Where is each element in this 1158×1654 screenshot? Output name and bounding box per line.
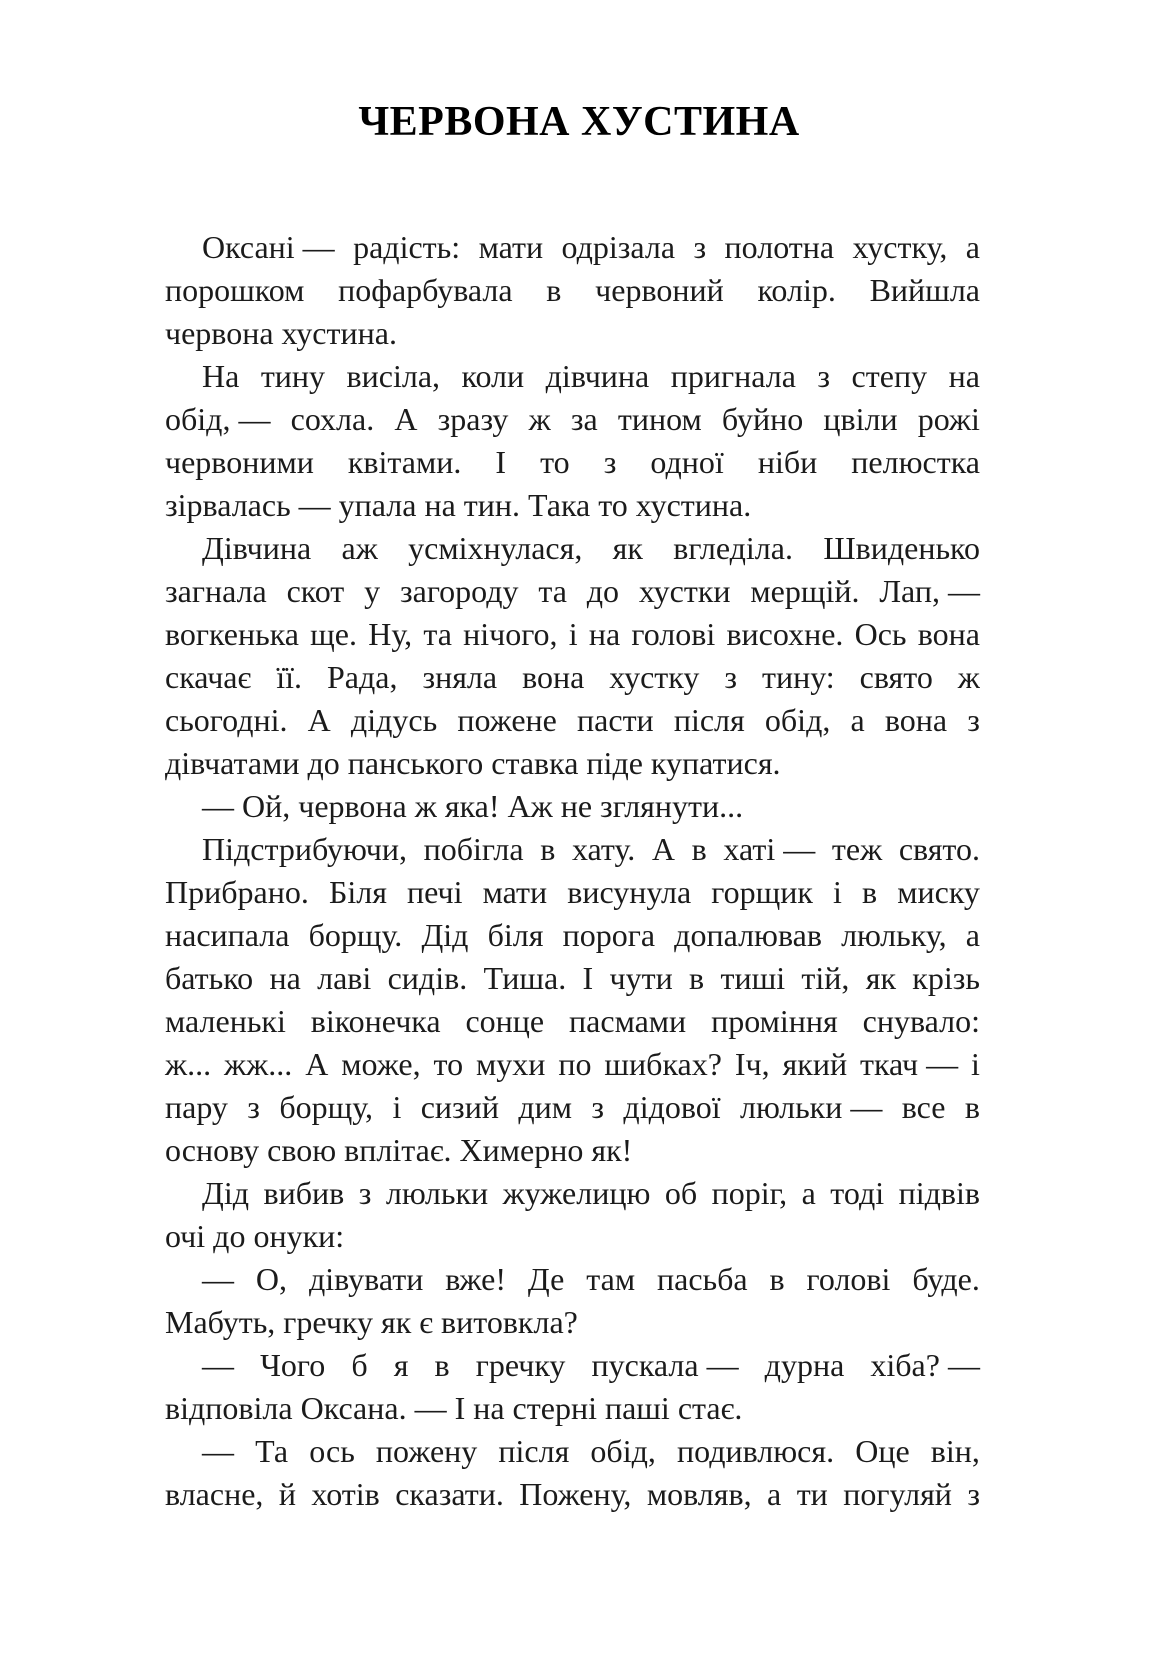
text-line [165, 914, 980, 957]
word: в [862, 874, 878, 910]
paragraph [165, 828, 980, 1172]
word: та [538, 573, 567, 609]
word: проміння [711, 1003, 838, 1039]
paragraph [165, 785, 980, 828]
word: в [434, 1347, 450, 1383]
word: гречку [475, 1347, 566, 1383]
text-line [165, 613, 980, 656]
text-line: дівчатами до панського ставка піде купатися. [165, 745, 781, 781]
text-line: зірвалась — упала на тин. Така то хустина. [165, 487, 752, 523]
word: в [546, 272, 562, 308]
word: вгледіла. [673, 530, 793, 566]
word: люльки [385, 1175, 489, 1211]
text-line [165, 828, 980, 871]
word: мати [478, 229, 544, 265]
word: я [393, 1347, 409, 1383]
word: і [392, 1089, 402, 1125]
word: пасти [577, 702, 654, 738]
word: з [967, 702, 980, 738]
word: Дівчина [202, 530, 312, 566]
word: радість: [353, 229, 461, 265]
word: люльки — [740, 1089, 883, 1125]
word: вона [884, 702, 948, 738]
word: її. [276, 659, 302, 695]
word: скот [286, 573, 345, 609]
word: І [582, 960, 594, 996]
word: І [495, 444, 507, 480]
text-line [165, 441, 980, 484]
word: в [964, 1089, 980, 1125]
word: Прибрано. [165, 874, 309, 910]
word: а [965, 229, 980, 265]
word: буде. [912, 1261, 980, 1297]
word: дідової [623, 1089, 721, 1125]
text-line [165, 1172, 980, 1215]
word: одрізала [561, 229, 676, 265]
word: висунула [567, 874, 692, 910]
word: сонце [465, 1003, 545, 1039]
word: голові [631, 616, 716, 652]
word: зразу [437, 401, 509, 437]
word: чути [609, 960, 673, 996]
word: обід, [764, 702, 831, 738]
word: ніби [757, 444, 818, 480]
word: з [591, 1089, 605, 1125]
word: Швиденько [823, 530, 980, 566]
text-line [165, 226, 980, 269]
text-line [165, 871, 980, 914]
word: як [612, 530, 643, 566]
text-line [165, 957, 980, 1000]
word: квітами. [347, 444, 462, 480]
word: пасьба [656, 1261, 748, 1297]
word: з [358, 1175, 372, 1211]
word: свято. [898, 831, 980, 867]
text-line [165, 1344, 980, 1387]
word: хустку [609, 659, 700, 695]
word: дідусь [350, 702, 438, 738]
story-body [165, 226, 980, 1516]
text-line: Мабуть, гречку як є витовкла? [165, 1304, 578, 1340]
word: борщу. [308, 917, 403, 953]
text-line: червона хустина. [165, 315, 397, 351]
word: тій, [801, 960, 850, 996]
word: шибках? [604, 1046, 722, 1082]
word: рожі [917, 401, 980, 437]
text-line: очі до онуки: [165, 1218, 345, 1254]
word: а [767, 1476, 782, 1512]
word: хотів [311, 1476, 380, 1512]
word: з [693, 229, 707, 265]
word: б [351, 1347, 368, 1383]
word: усміхнулася, [408, 530, 583, 566]
word: загнала [165, 573, 267, 609]
word: пару [165, 1089, 228, 1125]
text-line [165, 1043, 980, 1086]
paragraph [165, 226, 980, 355]
word: Рада, [326, 659, 398, 695]
word: — [202, 1433, 234, 1469]
word: сьогодні. [165, 702, 288, 738]
word: жужелицю [502, 1175, 651, 1211]
word: Дід [202, 1175, 249, 1211]
paragraph [165, 1172, 980, 1258]
word: Вийшла [869, 272, 980, 308]
word: у [364, 573, 381, 609]
word: може, [341, 1046, 421, 1082]
word: який [782, 1046, 848, 1082]
word: з [967, 1476, 980, 1512]
word: батько [165, 960, 254, 996]
word: з [247, 1089, 260, 1125]
word: миску [897, 874, 980, 910]
word: як [865, 960, 896, 996]
word: дурна [764, 1347, 845, 1383]
word: в [540, 831, 556, 867]
word: а [850, 702, 865, 738]
word: печі [407, 874, 463, 910]
word: Біля [328, 874, 387, 910]
word: зняла [422, 659, 498, 695]
page-title: ЧЕРВОНА ХУСТИНА [358, 99, 800, 145]
word: вже! [445, 1261, 506, 1297]
word: сидів. [387, 960, 468, 996]
word: пускала — [591, 1347, 739, 1383]
word: та [423, 616, 452, 652]
word: — [202, 1347, 234, 1383]
word: На [202, 358, 240, 394]
text-line: — Ой, червона ж яка! Аж не зглянути... [202, 788, 744, 824]
word: цвіли [823, 401, 898, 437]
text-line [165, 699, 980, 742]
word: сказати. [395, 1476, 504, 1512]
word: допалював [674, 917, 822, 953]
word: на [948, 358, 980, 394]
word: підвів [898, 1175, 980, 1211]
text-line [165, 398, 980, 441]
word: А [651, 831, 676, 867]
word: пожену [375, 1433, 478, 1469]
word: аж [341, 530, 378, 566]
text-line [165, 1000, 980, 1043]
word: з [603, 444, 617, 480]
word: поріг, [711, 1175, 788, 1211]
word: тиші [720, 960, 786, 996]
word: теж [831, 831, 883, 867]
text-line [165, 570, 980, 613]
word: вогкенька [165, 616, 299, 652]
word: біля [487, 917, 544, 953]
text-line [165, 527, 980, 570]
text-line [165, 355, 980, 398]
text-line [165, 269, 980, 312]
word: побігла [423, 831, 524, 867]
word: й [278, 1476, 296, 1512]
word: і [971, 1046, 980, 1082]
word: А [394, 401, 418, 437]
word: і [833, 874, 842, 910]
word: мухи [476, 1046, 546, 1082]
word: в [689, 960, 705, 996]
word: лаві [317, 960, 372, 996]
word: Дід [421, 917, 469, 953]
word: вибив [263, 1175, 345, 1211]
word: мерщій. [750, 573, 860, 609]
word: скачає [165, 659, 252, 695]
word: до [586, 573, 620, 609]
word: мовляв, [646, 1476, 752, 1512]
word: тоді [830, 1175, 885, 1211]
word: все [901, 1089, 946, 1125]
text-line: основу свою вплітає. Химерно як! [165, 1132, 633, 1168]
word: вона [522, 659, 585, 695]
word: мати [482, 874, 548, 910]
word: після [673, 702, 745, 738]
word: дівувати [308, 1261, 424, 1297]
word: борщу, [279, 1089, 374, 1125]
word: а [965, 917, 980, 953]
word: подивлюся. [677, 1433, 835, 1469]
word: ж... [165, 1046, 212, 1082]
word: Де [527, 1261, 565, 1297]
word: сохла. [290, 401, 375, 437]
paragraph [165, 1344, 980, 1430]
word: Оце [855, 1433, 910, 1469]
text-line [165, 1086, 980, 1129]
word: хаті — [723, 831, 816, 867]
paragraph [165, 1430, 980, 1516]
word: хустку, [852, 229, 948, 265]
word: Чого [260, 1347, 326, 1383]
word: то [540, 444, 570, 480]
word: хату. [571, 831, 636, 867]
word: погуляй [843, 1476, 952, 1512]
word: голові [806, 1261, 891, 1297]
word: люльку, [841, 917, 947, 953]
word: червоними [165, 444, 314, 480]
word: пелюстка [851, 444, 980, 480]
word: пожене [457, 702, 557, 738]
word: сизий [420, 1089, 499, 1125]
word: Лап, — [879, 573, 980, 609]
text-line [165, 1473, 980, 1516]
word: жж... [224, 1046, 293, 1082]
word: ти [796, 1476, 828, 1512]
word: степу [851, 358, 928, 394]
paragraph [165, 355, 980, 527]
word: горщик [711, 874, 813, 910]
word: пофарбувала [338, 272, 513, 308]
word: Пожену, [519, 1476, 632, 1512]
word: Та [255, 1433, 289, 1469]
word: віконечка [310, 1003, 441, 1039]
word: загороду [399, 573, 519, 609]
word: хустки [638, 573, 731, 609]
word: об [664, 1175, 698, 1211]
paragraph [165, 1258, 980, 1344]
word: пригнала [670, 358, 796, 394]
word: він, [930, 1433, 980, 1469]
word: хіба? — [870, 1347, 980, 1383]
word: після [498, 1433, 570, 1469]
word: висохне. [726, 616, 844, 652]
word: з [724, 659, 737, 695]
word: коли [461, 358, 525, 394]
word: ж [528, 401, 551, 437]
word: полотна [724, 229, 835, 265]
word: порошком [165, 272, 305, 308]
word: Іч, [734, 1046, 770, 1082]
word: О, [255, 1261, 288, 1297]
word: то [433, 1046, 464, 1082]
word: червоний [595, 272, 724, 308]
word: — [202, 1261, 234, 1297]
word: ткач — [860, 1046, 959, 1082]
paragraph [165, 527, 980, 785]
word: на [588, 616, 621, 652]
word: і [568, 616, 578, 652]
word: з [817, 358, 831, 394]
word: за [570, 401, 598, 437]
word: обід, — [165, 401, 271, 437]
word: ще. [310, 616, 357, 652]
word: обід, [590, 1433, 656, 1469]
word: свято [859, 659, 933, 695]
word: а [801, 1175, 816, 1211]
text-line: відповіла Оксана. — І на стерні паші стає. [165, 1390, 743, 1426]
word: одної [650, 444, 724, 480]
word: тину: [761, 659, 835, 695]
text-line [165, 1430, 980, 1473]
word: колір. [757, 272, 836, 308]
word: на [269, 960, 301, 996]
word: Ну, [368, 616, 413, 652]
word: маленькі [165, 1003, 286, 1039]
word: крізь [912, 960, 980, 996]
text-line [165, 656, 980, 699]
word: Підстрибуючи, [202, 831, 407, 867]
word: тином [617, 401, 702, 437]
word: в [769, 1261, 785, 1297]
word: власне, [165, 1476, 264, 1512]
word: насипала [165, 917, 290, 953]
word: снувало: [862, 1003, 980, 1039]
word: по [558, 1046, 592, 1082]
word: в [691, 831, 707, 867]
word: ось [309, 1433, 355, 1469]
word: Тиша. [483, 960, 567, 996]
word: порога [562, 917, 656, 953]
word: там [586, 1261, 636, 1297]
word: вона [917, 616, 980, 652]
word: Оксані — [202, 229, 335, 265]
word: висіла, [346, 358, 441, 394]
word: нічого, [463, 616, 558, 652]
word: А [305, 1046, 329, 1082]
word: буйно [721, 401, 804, 437]
word: Ось [854, 616, 907, 652]
text-line [165, 1258, 980, 1301]
word: дим [518, 1089, 572, 1125]
word: дівчина [545, 358, 650, 394]
word: пасмами [569, 1003, 687, 1039]
word: ж [957, 659, 980, 695]
word: тину [260, 358, 326, 394]
word: А [307, 702, 331, 738]
